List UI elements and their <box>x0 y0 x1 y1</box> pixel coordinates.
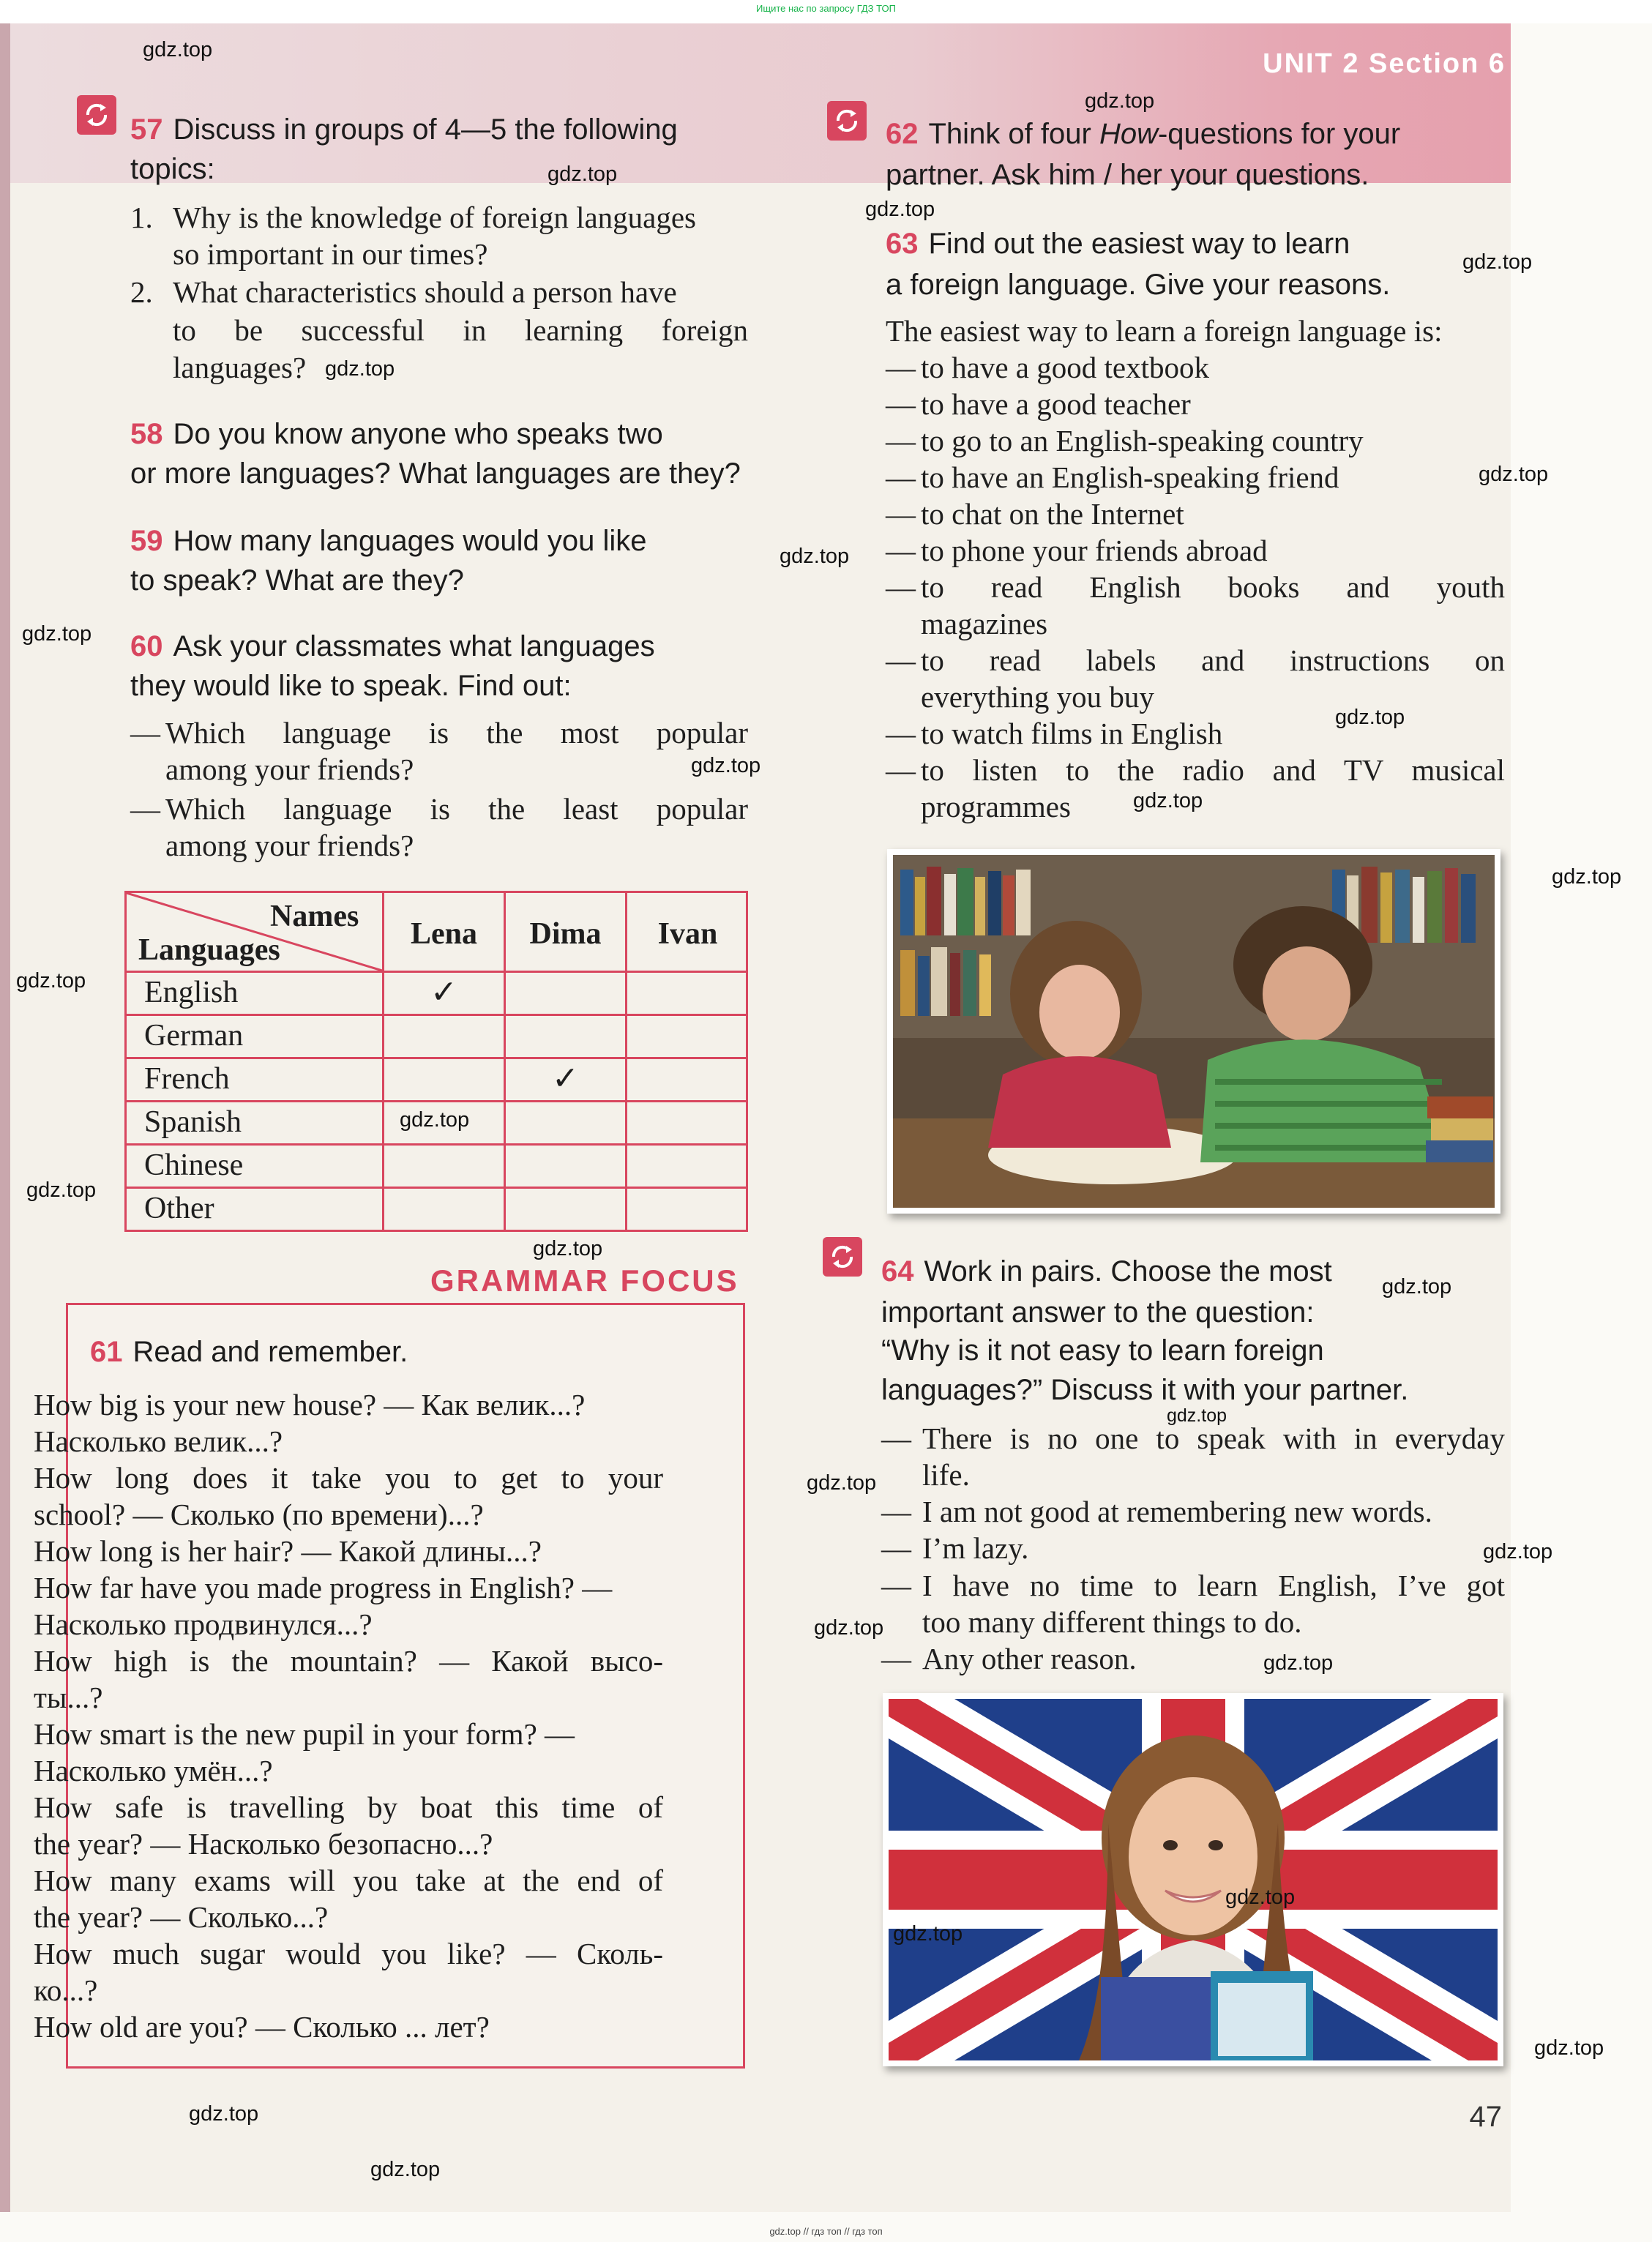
cycle-arrows-icon <box>823 1237 862 1277</box>
watermark: gdz.top <box>370 2158 441 2181</box>
exercise-64-title-line4: languages?” Discuss it with your partner. <box>881 1374 1409 1406</box>
exercise-64-title-line2: important answer to the question: <box>881 1296 1315 1329</box>
watermark: gdz.top <box>1133 789 1203 812</box>
list-item: — to go to an English-speaking country <box>886 424 1364 457</box>
grammar-focus-heading: GRAMMAR FOCUS <box>430 1263 739 1298</box>
grammar-line: How high is the mountain? — Какой высо- <box>34 1644 663 1678</box>
top-tag: Ищите нас по запросу ГДЗ ТОП <box>756 3 896 14</box>
watermark: gdz.top <box>1382 1275 1452 1299</box>
exercise-62-title: 62 Think of four How-questions for your <box>886 118 1401 150</box>
grammar-line: Насколько велик...? <box>34 1424 283 1458</box>
watermark: gdz.top <box>1085 89 1155 113</box>
grammar-line: How big is your new house? — Как велик...? <box>34 1388 586 1421</box>
table-corner-languages: Languages <box>138 933 280 967</box>
watermark: gdz.top <box>1483 1540 1553 1563</box>
table-row-label: Chinese <box>144 1148 244 1182</box>
list-item: 2. What characteristics should a person have <box>130 275 677 309</box>
table-row-label: English <box>144 976 239 1009</box>
exercise-63-title-line2: a foreign language. Give your reasons. <box>886 269 1391 301</box>
watermark: gdz.top <box>547 162 618 186</box>
watermark: gdz.top <box>1479 463 1549 486</box>
grammar-line: the year? — Насколько безопасно...? <box>34 1827 493 1861</box>
watermark: gdz.top <box>16 969 86 993</box>
watermark: gdz.top <box>143 38 213 61</box>
watermark: gdz.top <box>780 545 850 568</box>
table-row-label: German <box>144 1019 244 1053</box>
list-item: — to have a good textbook <box>886 351 1209 384</box>
exercise-63-title: 63 Find out the easiest way to learn <box>886 228 1350 260</box>
watermark: gdz.top <box>1335 706 1405 729</box>
grammar-line: school? — Сколько (по времени)...? <box>34 1498 484 1531</box>
watermark: gdz.top <box>22 622 92 646</box>
watermark: gdz.top <box>1462 250 1533 274</box>
grammar-line: How smart is the new pupil in your form? — <box>34 1717 575 1751</box>
list-item: — I’m lazy. <box>881 1531 1029 1565</box>
list-item: — Which language is the most popular <box>130 716 748 750</box>
check-mark: ✓ <box>430 974 457 1010</box>
grammar-line: Насколько продвинулся...? <box>34 1607 373 1641</box>
watermark: gdz.top <box>26 1178 97 1202</box>
watermark: gdz.top <box>1225 1886 1296 1909</box>
grammar-line: How far have you made progress in English? — <box>34 1571 613 1604</box>
exercise-59-title: 59 How many languages would you like <box>130 525 647 557</box>
watermark: gdz.top <box>1552 865 1622 889</box>
grammar-line: ты...? <box>34 1681 103 1714</box>
watermark: gdz.top <box>1263 1651 1334 1675</box>
list-item: — to read labels and instructions on <box>886 643 1505 677</box>
list-item: — Which language is the least popular <box>130 792 748 826</box>
exercise-58-title-line2: or more languages? What languages are they? <box>130 457 741 490</box>
table-row-label: French <box>144 1062 230 1096</box>
exercise-61-title: 61 Read and remember. <box>90 1336 408 1368</box>
list-item: — to listen to the radio and TV musical <box>886 753 1505 787</box>
table-row-label: Other <box>144 1192 214 1225</box>
exercise-57-title-line2: topics: <box>130 153 215 185</box>
table-header-cell: Dima <box>529 917 602 951</box>
list-item-cont: magazines <box>921 607 1048 640</box>
list-item-cont: so important in our times? <box>173 237 488 271</box>
check-mark: ✓ <box>552 1061 579 1096</box>
table-corner-names: Names <box>270 900 359 933</box>
exercise-60-title-line2: they would like to speak. Find out: <box>130 670 572 702</box>
languages-table <box>124 891 748 1232</box>
grammar-line: How safe is travelling by boat this time of <box>34 1790 663 1824</box>
table-header-cell: Lena <box>410 917 477 951</box>
list-item: — to chat on the Internet <box>886 497 1184 531</box>
list-item-cont: too many different things to do. <box>922 1605 1302 1639</box>
exercise-62-title-line2: partner. Ask him / her your questions. <box>886 159 1369 191</box>
exercise-64-title: 64 Work in pairs. Choose the most <box>881 1255 1332 1288</box>
exercise-number: 57 <box>130 113 163 146</box>
list-item: — to have a good teacher <box>886 387 1191 421</box>
unit-section-label: UNIT 2 Section 6 <box>1263 48 1506 79</box>
bottom-strip <box>0 2212 1652 2242</box>
exercise-number: 58 <box>130 418 163 450</box>
list-item: — There is no one to speak with in everyday <box>881 1421 1505 1455</box>
grammar-line: the year? — Сколько...? <box>34 1900 329 1934</box>
exercise-number: 59 <box>130 525 163 557</box>
cycle-arrows-icon <box>77 95 116 135</box>
list-item: 1. Why is the knowledge of foreign languages <box>130 201 697 234</box>
exercise-57-title: 57 Discuss in groups of 4—5 the following <box>130 113 678 146</box>
list-item: — to have an English-speaking friend <box>886 460 1339 494</box>
exercise-58-title: 58 Do you know anyone who speaks two <box>130 418 663 450</box>
grammar-line: Насколько умён...? <box>34 1754 273 1787</box>
list-item: — to read English books and youth <box>886 570 1505 604</box>
list-item: — I am not good at remembering new words. <box>881 1495 1432 1528</box>
watermark: gdz.top <box>893 1922 963 1946</box>
top-strip <box>0 0 1652 23</box>
watermark: gdz.top <box>533 1237 603 1260</box>
grammar-line: ко...? <box>34 1973 98 2007</box>
cycle-arrows-icon <box>827 101 867 141</box>
grammar-line: How long does it take you to get to your <box>34 1461 663 1495</box>
grammar-line: How much sugar would you like? — Сколь- <box>34 1937 663 1970</box>
watermark: gdz.top <box>1534 2036 1604 2060</box>
list-item: — to phone your friends abroad <box>886 534 1268 567</box>
list-item: — Any other reason. <box>881 1642 1137 1675</box>
girl-flag-photo <box>883 1693 1503 2066</box>
bottom-tag: gdz.top // гдз топ // гдз топ <box>769 2226 883 2237</box>
library-students-photo <box>887 849 1500 1214</box>
list-item-cont: to be successful in learning foreign <box>173 313 748 347</box>
list-item: — I have no time to learn English, I’ve got <box>881 1569 1505 1602</box>
list-item-cont: life. <box>922 1458 970 1492</box>
list-item: — to watch films in English <box>886 717 1223 750</box>
watermark: gdz.top <box>691 754 761 777</box>
list-item-cont: among your friends? <box>165 752 414 786</box>
list-item-cont: among your friends? <box>165 829 414 862</box>
watermark: gdz.top <box>325 357 395 381</box>
watermark: gdz.top <box>400 1108 470 1132</box>
page-edge <box>0 23 10 2212</box>
exercise-64-title-line3: “Why is it not easy to learn foreign <box>881 1334 1324 1367</box>
exercise-number: 60 <box>130 630 163 662</box>
exercise-63-lead: The easiest way to learn a foreign language is: <box>886 314 1443 348</box>
right-margin <box>1511 23 1652 2212</box>
exercise-60-title: 60 Ask your classmates what languages <box>130 630 655 662</box>
page-number: 47 <box>1469 2101 1502 2133</box>
grammar-line: How long is her hair? — Какой длины...? <box>34 1534 542 1568</box>
watermark: gdz.top <box>1167 1405 1227 1426</box>
grammar-line: How old are you? — Сколько ... лет? <box>34 2010 490 2044</box>
watermark: gdz.top <box>814 1616 884 1640</box>
table-row-label: Spanish <box>144 1105 242 1139</box>
list-item-cont: everything you buy <box>921 680 1154 714</box>
watermark: gdz.top <box>189 2102 259 2126</box>
list-item-cont: programmes <box>921 790 1071 823</box>
list-item-cont: languages? <box>173 351 307 384</box>
exercise-59-title-line2: to speak? What are they? <box>130 564 464 597</box>
watermark: gdz.top <box>807 1471 877 1495</box>
table-header-cell: Ivan <box>657 917 718 951</box>
watermark: gdz.top <box>865 198 935 221</box>
grammar-line: How many exams will you take at the end of <box>34 1864 663 1897</box>
